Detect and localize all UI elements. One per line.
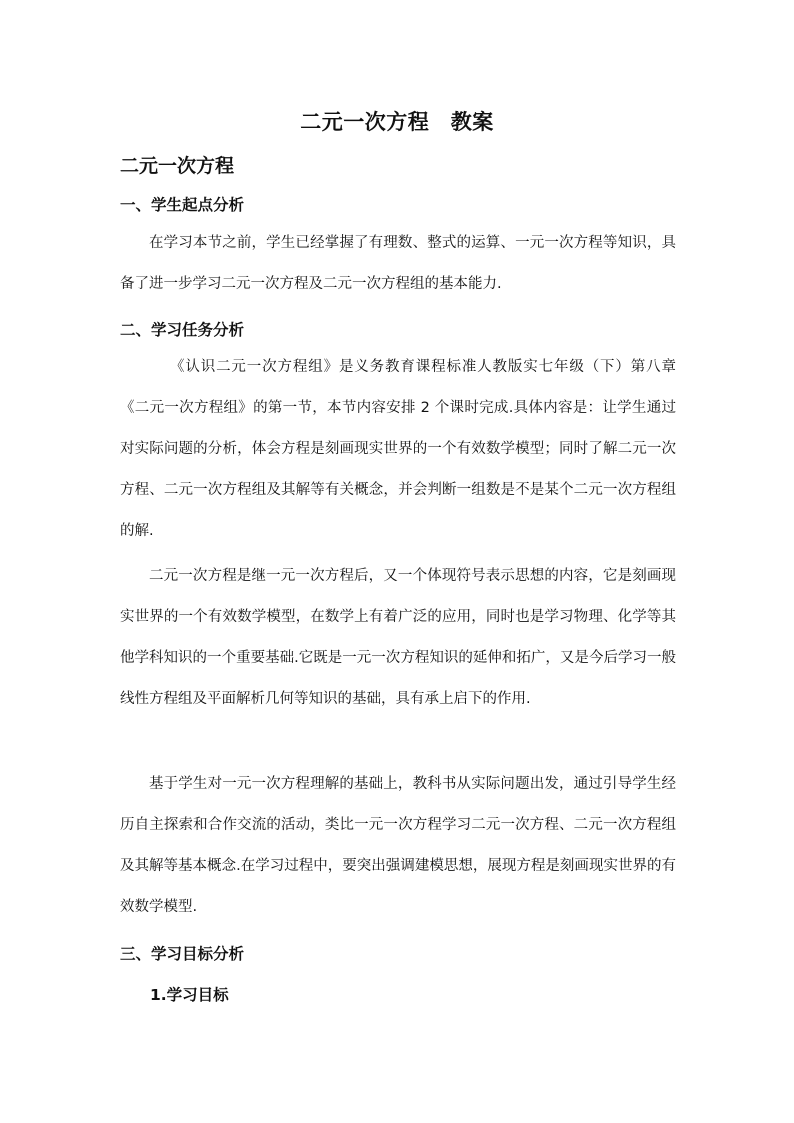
paragraph-4: 基于学生对一元一次方程理解的基础上，教科书从实际问题出发，通过引导学生经历自主探索和合作交流的活动，类比一元一次方程学习二元一次方程、二元一次方程组及其解等基本概念.在学习过程中，要突出强调建模思想，展现方程是刻画现实世界的有效数学模型. [120, 776, 676, 915]
section-heading-1: 一、学生起点分析 [120, 196, 245, 214]
section-heading-3: 三、学习目标分析 [120, 945, 245, 963]
paragraph-1: 在学习本节之前，学生已经掌握了有理数、整式的运算、一元一次方程等知识，具备了进一步学习二元一次方程及二元一次方程组的基本能力. [120, 235, 676, 292]
main-heading: 二元一次方程 [120, 155, 235, 177]
paragraph-2: 《认识二元一次方程组》是义务教育课程标准人教版实七年级（下）第八章《二元一次方程组》的第一节，本节内容安排 2 个课时完成.具体内容是：让学生通过对实际问题的分析，体会方程是刻画现实世界的一个有效数学模型；同时了解二元一次方程、二元一次方程组及其解等有关概念，并会判断一组数是不是某个二元一次方程组的解. [120, 359, 676, 539]
document-title: 二元一次方程 教案 [300, 110, 494, 134]
paragraph-3: 二元一次方程是继一元一次方程后，又一个体现符号表示思想的内容，它是刻画现实世界的一个有效数学模型，在数学上有着广泛的应用，同时也是学习物理、化学等其他学科知识的一个重要基础.它既是一元一次方程知识的延伸和拓广，又是今后学习一般线性方程组及平面解析几何等知识的基础，具有承上启下的作用. [120, 568, 676, 707]
section-heading-2: 二、学习任务分析 [120, 321, 245, 339]
subheading-learning-goals: 1.学习目标 [150, 986, 229, 1004]
